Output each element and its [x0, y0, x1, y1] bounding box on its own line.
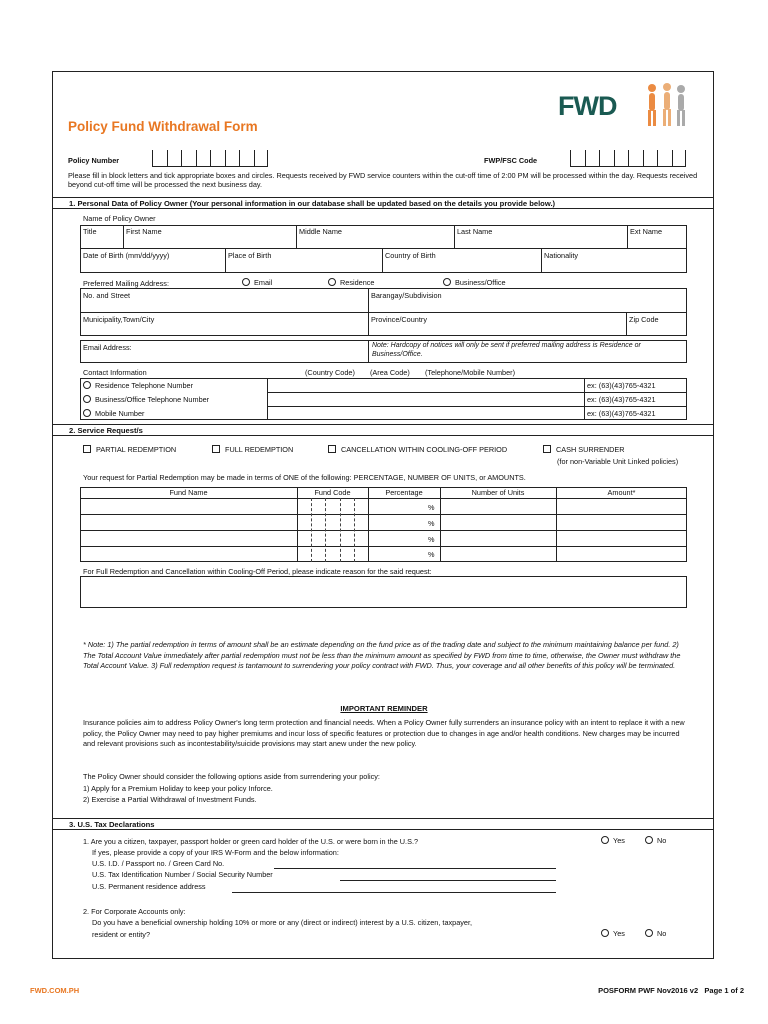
tel-mobile-label: (Telephone/Mobile Number): [425, 368, 516, 377]
mailing-label: Preferred Mailing Address:: [83, 279, 169, 288]
q2-no-option[interactable]: No: [645, 929, 666, 938]
pct-sign: %: [428, 519, 435, 528]
us-question-2b: Do you have a beneficial ownership holding 10% or more or any (direct or indirect) interest by a U.S. citizen, taxpayer,: [92, 918, 473, 927]
us-address-input[interactable]: [232, 892, 556, 893]
us-address-label: U.S. Permanent residence address: [92, 882, 206, 891]
us-question-1: 1. Are you a citizen, taxpayer, passport holder or green card holder of the U.S. or were born in the U.S.?: [83, 837, 419, 846]
col-amount: Amount*: [607, 488, 636, 497]
fwp-code-label: FWP/FSC Code: [484, 156, 538, 165]
ext-name-field: Ext Name: [630, 227, 663, 236]
section1-heading: 1. Personal Data of Policy Owner (Your personal information in our database shall be updated based on the details you provide below.): [53, 197, 713, 209]
partial-redemption-checkbox[interactable]: PARTIAL REDEMPTION: [83, 445, 176, 454]
reason-textarea[interactable]: [80, 576, 687, 608]
mail-business-option[interactable]: Business/Office: [443, 278, 506, 287]
website-link[interactable]: FWD.COM.PH: [30, 986, 80, 995]
cancellation-checkbox[interactable]: CANCELLATION WITHIN COOLING-OFF PERIOD: [328, 445, 507, 454]
first-name-field: First Name: [126, 227, 162, 236]
dob-field: Date of Birth (mm/dd/yyyy): [83, 251, 170, 260]
reason-label: For Full Redemption and Cancellation within Cooling-Off Period, please indicate reason for the said request:: [83, 567, 432, 576]
us-tin-label: U.S. Tax Identification Number / Social Security Number: [92, 870, 273, 879]
example-mobile: ex: (63)(43)765-4321: [587, 409, 656, 418]
title-field: Title: [83, 227, 97, 236]
us-tin-input[interactable]: [340, 880, 556, 881]
options-intro: The Policy Owner should consider the following options aside from surrendering your policy:: [83, 772, 380, 781]
instructions-text: Please fill in block letters and tick appropriate boxes and circles. Requests received by FWD service counters within the cut-off time of 2:00 PM will be processed within the day. Requests received beyond cut-off time will be processed the next business day.: [68, 171, 698, 190]
mailing-note: Note: Hardcopy of notices will only be sent if preferred mailing address is Residence or Business/Office.: [372, 342, 641, 358]
zip-field: Zip Code: [629, 315, 659, 324]
policy-number-input[interactable]: [152, 150, 268, 167]
last-name-field: Last Name: [457, 227, 493, 236]
reminder-title: IMPORTANT REMINDER: [340, 704, 428, 713]
pob-field: Place of Birth: [228, 251, 272, 260]
partial-note: Your request for Partial Redemption may be made in terms of ONE of the following: PERCENTAGE, NUMBER OF UNITS, or AMOUNTS.: [83, 473, 526, 482]
pct-sign: %: [428, 503, 435, 512]
example-res: ex: (63)(43)765-4321: [587, 381, 656, 390]
barangay-field: Barangay/Subdivision: [371, 291, 442, 300]
us-question-2: 2. For Corporate Accounts only:: [83, 907, 186, 916]
bus-tel-option[interactable]: Business/Office Telephone Number: [83, 395, 209, 404]
area-code-label: (Area Code): [370, 368, 410, 377]
us-id-input[interactable]: [274, 868, 556, 869]
redemption-note: * Note: 1) The partial redemption in terms of amount shall be an estimate depending on the fund price as of the trading date and subject to the minimum maintaining balance per fund. 2) The Total Account Value immediately after partial redemption must not be less than the minimum amount as specified by FWD from time to time, otherwise, the Owner must withdraw the Total Account Value. 3) Full redemption request is tantamount to surrendering your policy contract with FWD. Thus, your coverage and all other benefits of this policy will be terminated.: [83, 640, 681, 671]
policy-number-label: Policy Number: [68, 156, 120, 165]
mobile-option[interactable]: Mobile Number: [83, 409, 144, 418]
owner-name-label: Name of Policy Owner: [83, 214, 156, 223]
mail-residence-option[interactable]: Residence: [328, 278, 374, 287]
section2-heading: 2. Service Request/s: [53, 424, 713, 436]
q2-yes-option[interactable]: Yes: [601, 929, 625, 938]
q1-no-option[interactable]: No: [645, 836, 666, 845]
fwp-code-input[interactable]: [570, 150, 686, 167]
runners-logo-icon: [640, 82, 690, 130]
col-units: Number of Units: [471, 488, 525, 497]
street-field: No. and Street: [83, 291, 131, 300]
fwd-logo: FWD: [558, 91, 617, 121]
section3-heading: 3. U.S. Tax Declarations: [53, 818, 713, 830]
email-address-field: Email Address:: [83, 343, 132, 352]
nationality-field: Nationality: [544, 251, 579, 260]
form-code: POSFORM PWF Nov2016 v2 Page 1 of 2: [598, 986, 744, 995]
option-1: 1) Apply for a Premium Holiday to keep your policy Inforce.: [83, 784, 273, 793]
name-grid[interactable]: [80, 225, 687, 273]
province-field: Province/Country: [371, 315, 427, 324]
us-question-1b: If yes, please provide a copy of your IRS W-Form and the below information:: [92, 848, 339, 857]
option-2: 2) Exercise a Partial Withdrawal of Investment Funds.: [83, 795, 257, 804]
form-title: Policy Fund Withdrawal Form: [68, 119, 258, 134]
mail-email-option[interactable]: Email: [242, 278, 272, 287]
col-fund-code: Fund Code: [314, 488, 351, 497]
col-fund-name: Fund Name: [169, 488, 208, 497]
res-tel-option[interactable]: Residence Telephone Number: [83, 381, 193, 390]
pct-sign: %: [428, 535, 435, 544]
q1-yes-option[interactable]: Yes: [601, 836, 625, 845]
full-redemption-checkbox[interactable]: FULL REDEMPTION: [212, 445, 293, 454]
contact-info-label: Contact Information: [83, 368, 147, 377]
middle-name-field: Middle Name: [299, 227, 342, 236]
reminder-text: Insurance policies aim to address Policy Owner's long term protection and financial needs. When a Policy Owner fully surrenders an insurance policy with an intent to replace it with a new policy, the Policy Owner may need to pay higher premiums and incur loss of specific features or protection due to changes in age and/or health conditions. New charges may be incurred and relevant provisions such as incontestability/suicide provisions may start anew under the new policy.: [83, 718, 685, 749]
example-bus: ex: (63)(43)765-4321: [587, 395, 656, 404]
col-percentage: Percentage: [385, 488, 423, 497]
pct-sign: %: [428, 550, 435, 559]
cash-surrender-checkbox[interactable]: CASH SURRENDER: [543, 445, 625, 454]
municipality-field: Municipality,Town/City: [83, 315, 155, 324]
us-question-2c: resident or entity?: [92, 930, 151, 939]
us-id-label: U.S. I.D. / Passport no. / Green Card No.: [92, 859, 225, 868]
cob-field: Country of Birth: [385, 251, 436, 260]
cash-surrender-note: (for non-Variable Unit Linked policies): [557, 457, 679, 466]
country-code-label: (Country Code): [305, 368, 355, 377]
